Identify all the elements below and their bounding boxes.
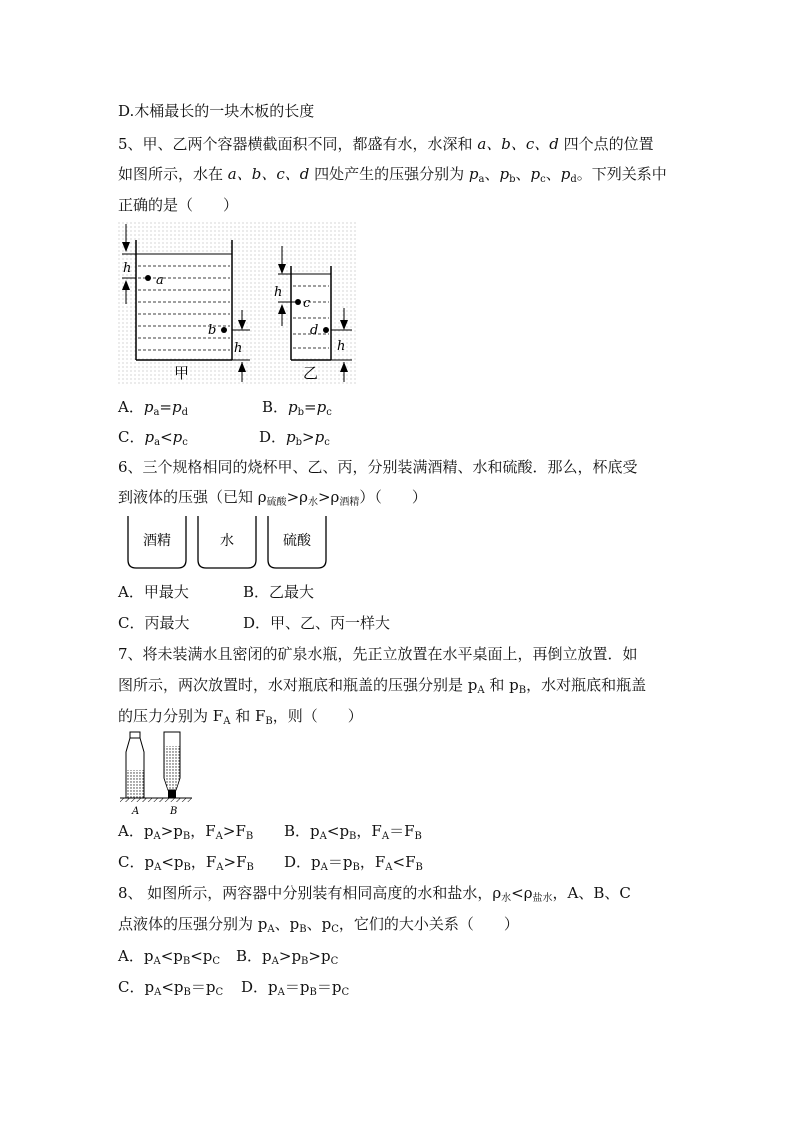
q7-bottles-figure bbox=[118, 730, 198, 816]
q8-option-c[interactable]: C．$p_A<p_B=p_C$ bbox=[118, 978, 224, 998]
label-jia: 甲 bbox=[174, 364, 190, 382]
label-h: h bbox=[274, 285, 283, 300]
q4-option-d: D.木桶最长的一块木板的长度 bbox=[118, 102, 315, 120]
q8-option-a[interactable]: A．$p_A<p_B<p_C$ bbox=[118, 947, 221, 967]
label-yi: 乙 bbox=[303, 364, 319, 382]
q6-stem-line1: 6、三个规格相同的烧杯甲、乙、丙，分别装满酒精、水和硫酸．那么，杯底受 bbox=[118, 458, 638, 476]
q8-stem-line1: 8、 如图所示，两容器中分别装有相同高度的水和盐水，$\rho_水<\rho_{盐水}$，A、B、C bbox=[118, 884, 631, 904]
q5-stem-line3: 正确的是（ ） bbox=[118, 196, 239, 214]
q7-option-c[interactable]: C．$p_A<p_B$，$F_A>F_B$ bbox=[118, 853, 254, 873]
bottle-inverted bbox=[164, 732, 180, 798]
label-c: c bbox=[303, 296, 311, 311]
q7-stem-line1: 7、将未装满水且密闭的矿泉水瓶，先正立放置在水平桌面上，再倒立放置．如 bbox=[118, 645, 638, 663]
q8-option-b[interactable]: B．$p_A>p_B>p_C$ bbox=[236, 947, 339, 967]
q7-option-a[interactable]: A．$p_A>p_B$，$F_A>F_B$ bbox=[118, 822, 254, 842]
label-h: h bbox=[123, 261, 132, 276]
label-d: d bbox=[310, 323, 319, 338]
q5-stem-text: 四处产生的压强分别为 bbox=[309, 165, 469, 183]
q6-beakers-figure bbox=[122, 514, 334, 572]
label-bottle-b: B bbox=[170, 806, 178, 816]
q5-stem-text: 。下列关系中 bbox=[576, 165, 667, 183]
q5-stem-line1 bbox=[118, 134, 654, 154]
q6-option-a[interactable]: A．甲最大 bbox=[118, 583, 189, 601]
q6-option-d[interactable]: D．甲、乙、丙一样大 bbox=[243, 614, 391, 632]
label-a: a bbox=[156, 273, 164, 288]
q5-containers-figure bbox=[118, 222, 358, 384]
q7-option-b[interactable]: B．$p_A<p_B$，$F_A=F_B$ bbox=[284, 822, 422, 842]
bottle-upright bbox=[126, 732, 144, 798]
q8-stem-line2: 点液体的压强分别为 $p_A$、$p_B$、$p_C$，它们的大小关系（ ） bbox=[118, 915, 519, 935]
point-b bbox=[221, 327, 227, 333]
q6-option-c[interactable]: C．丙最大 bbox=[118, 614, 190, 632]
q7-stem-line3: 的压力分别为 $F_A$ 和 $F_B$，则（ ） bbox=[118, 707, 363, 727]
q6-stem-line2: 到液体的压强（已知 $\rho_{硫酸}>\rho_水>\rho_{酒精}$）（ ） bbox=[118, 488, 427, 508]
q5-option-a[interactable]: A．$p_a=p_d$ bbox=[118, 398, 189, 418]
label-b: b bbox=[208, 323, 217, 338]
q5-option-d[interactable]: D．$p_b>p_c$ bbox=[259, 428, 330, 448]
q5-pressure-list: $p_a$、$p_b$、$p_c$、$p_d$ bbox=[468, 165, 577, 185]
q6-option-b[interactable]: B．乙最大 bbox=[243, 583, 315, 601]
point-d bbox=[323, 327, 329, 333]
q8-option-d[interactable]: D．$p_A=p_B=p_C$ bbox=[241, 978, 350, 998]
svg-text:水: 水 bbox=[220, 533, 234, 549]
svg-text:酒精: 酒精 bbox=[143, 533, 171, 549]
q5-option-b[interactable]: B．$p_b=p_c$ bbox=[262, 398, 332, 418]
q5-stem-text: 5、甲、乙两个容器横截面积不同，都盛有水，水深和 bbox=[118, 135, 478, 153]
beaker-water bbox=[198, 516, 256, 568]
q5-stem-text: 四个点的位置 bbox=[558, 135, 654, 153]
svg-text:硫酸: 硫酸 bbox=[283, 533, 311, 549]
q5-points: a、b、c、d bbox=[477, 135, 559, 153]
q5-stem-text: 如图所示，水在 bbox=[118, 165, 228, 183]
label-h: h bbox=[337, 339, 346, 354]
q5-points: a、b、c、d bbox=[227, 165, 310, 183]
beaker-alcohol bbox=[128, 516, 186, 568]
point-a bbox=[145, 275, 151, 281]
q5-option-c[interactable]: C．$p_a<p_c$ bbox=[118, 428, 188, 448]
beaker-acid bbox=[268, 516, 326, 568]
label-h: h bbox=[234, 341, 243, 356]
q7-option-d[interactable]: D．$p_A=p_B$，$F_A<F_B$ bbox=[284, 853, 423, 873]
label-bottle-a: A bbox=[132, 806, 140, 816]
q7-stem-line2: 图所示，两次放置时，水对瓶底和瓶盖的压强分别是 $p_A$ 和 $p_B$，水对瓶底和瓶盖 bbox=[118, 676, 647, 696]
q5-stem-line2 bbox=[118, 164, 667, 190]
